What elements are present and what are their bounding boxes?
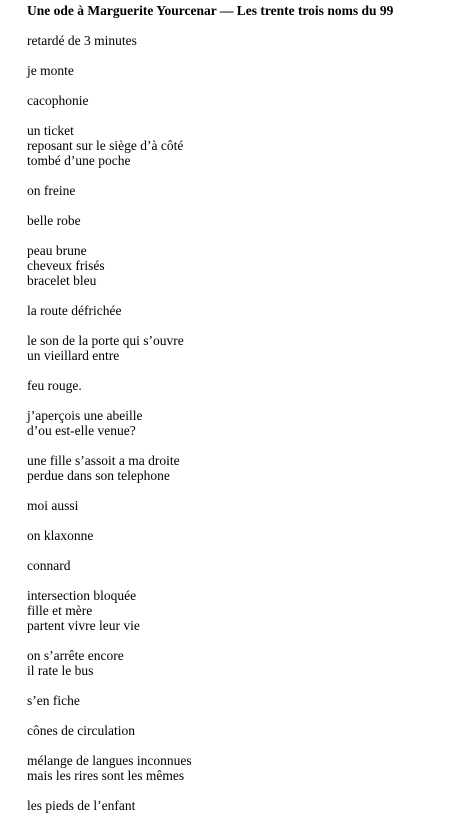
poem-line: connard [27, 558, 71, 573]
poem-line: cacophonie [27, 93, 89, 108]
stanza [27, 498, 447, 513]
poem-line: on freine [27, 183, 76, 198]
poem-line: feu rouge. [27, 378, 82, 393]
stanza [27, 453, 447, 483]
stanza [27, 693, 447, 708]
stanza [27, 333, 447, 363]
poem-line: tombé d’une poche [27, 153, 131, 168]
poem-document [27, 0, 447, 813]
stanza [27, 303, 447, 318]
poem-line: un vieillard entre [27, 348, 120, 363]
poem-line: on klaxonne [27, 528, 94, 543]
poem-line: peau brune [27, 243, 87, 258]
stanza [27, 558, 447, 573]
stanza [27, 648, 447, 678]
stanza [27, 33, 447, 48]
poem-line: mélange de langues inconnues [27, 753, 192, 768]
poem-line: j’aperçois une abeille [27, 408, 143, 423]
poem-line: moi aussi [27, 498, 79, 513]
stanza [27, 123, 447, 168]
poem-line: s’en fiche [27, 693, 80, 708]
poem-line: intersection bloquée [27, 588, 137, 603]
poem-line: belle robe [27, 213, 81, 228]
poem-line: une fille s’assoit a ma droite [27, 453, 180, 468]
stanza [27, 183, 447, 198]
stanza [27, 408, 447, 438]
stanza [27, 63, 447, 78]
stanza [27, 753, 447, 783]
poem-line: reposant sur le siège d’à côté [27, 138, 184, 153]
poem-line: retardé de 3 minutes [27, 33, 137, 48]
stanza [27, 213, 447, 228]
poem-line: la route défrichée [27, 303, 122, 318]
poem-line: mais les rires sont les mêmes [27, 768, 185, 783]
poem-line: cônes de circulation [27, 723, 135, 738]
poem-title: Une ode à Marguerite Yourcenar — Les trente trois noms du 99 [27, 3, 394, 18]
poem-line: le son de la porte qui s’ouvre [27, 333, 184, 348]
poem-body [27, 33, 447, 813]
poem-line: je monte [27, 63, 74, 78]
stanza [27, 93, 447, 108]
stanza [27, 243, 447, 288]
poem-line: un ticket [27, 123, 74, 138]
stanza [27, 798, 447, 813]
stanza [27, 378, 447, 393]
poem-line: il rate le bus [27, 663, 94, 678]
poem-line: on s’arrête encore [27, 648, 124, 663]
poem-line: d’ou est-elle venue? [27, 423, 136, 438]
stanza [27, 528, 447, 543]
poem-line: fille et mère [27, 603, 93, 618]
poem-line: perdue dans son telephone [27, 468, 170, 483]
poem-line: les pieds de l’enfant [27, 798, 136, 813]
poem-line: cheveux frisés [27, 258, 105, 273]
poem-line: bracelet bleu [27, 273, 97, 288]
stanza [27, 723, 447, 738]
stanza [27, 588, 447, 633]
poem-line: partent vivre leur vie [27, 618, 140, 633]
